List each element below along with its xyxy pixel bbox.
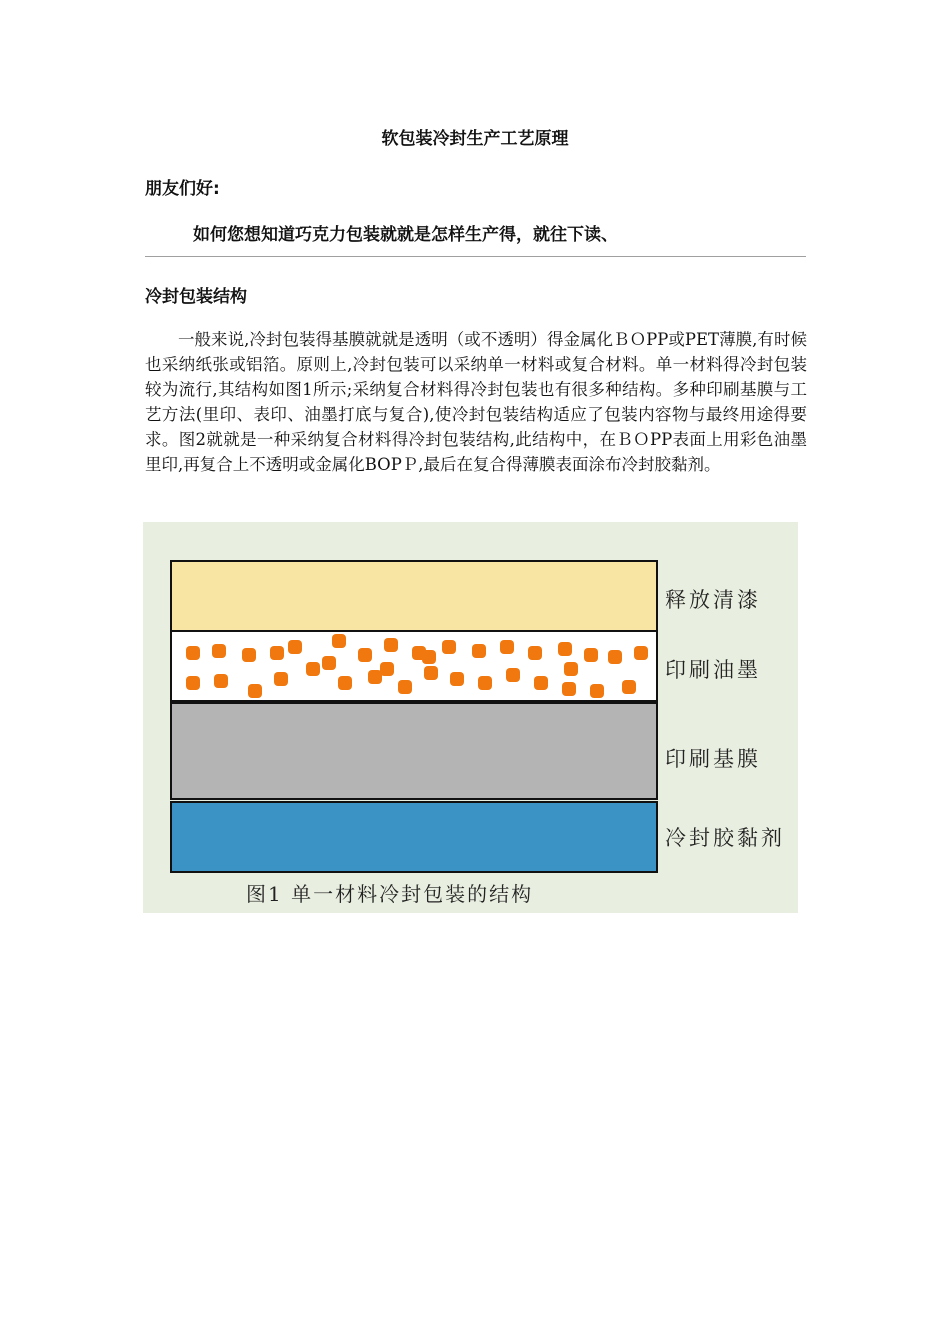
section-heading: 冷封包装结构: [145, 287, 247, 307]
label-release-varnish: 释放清漆: [665, 588, 761, 612]
label-cold-seal-adhesive: 冷封胶黏剂: [665, 826, 785, 850]
ink-particle: [608, 650, 622, 664]
ink-particle: [558, 642, 572, 656]
ink-particle: [384, 638, 398, 652]
ink-particle: [358, 648, 372, 662]
ink-particle: [186, 646, 200, 660]
ink-particle: [424, 666, 438, 680]
figure-caption: 图1 单一材料冷封包装的结构: [246, 882, 534, 906]
ink-particle: [186, 676, 200, 690]
intro-line: 如何您想知道巧克力包装就就是怎样生产得，就往下读、: [193, 225, 618, 245]
ink-particle: [248, 684, 262, 698]
ink-particle: [584, 648, 598, 662]
body-paragraph: 一般来说,冷封包装得基膜就就是透明（或不透明）得金属化ＢＯPP或PET薄膜,有时候也采纳纸张或铝箔。原则上,冷封包装可以采纳单一材料或复合材料。单一材料得冷封包装较为流行,其结构如图1所示;采纳复合材料得冷封包装也有很多种结构。多种印刷基膜与工艺方法(里印、表印、油墨打底与复合),使冷封包装结构适应了包装内容物与最终用途得要求。图2就就是一种采纳复合材料得冷封包装结构,此结构中，在ＢＯPP表面上用彩色油墨里印,再复合上不透明或金属化BOPＰ,最后在复合得薄膜表面涂布冷封胶黏剂。: [145, 330, 807, 474]
ink-particle: [534, 676, 548, 690]
ink-particle: [472, 644, 486, 658]
ink-particle: [562, 682, 576, 696]
label-printing-ink: 印刷油墨: [665, 658, 761, 682]
ink-particle: [500, 640, 514, 654]
ink-particle: [380, 662, 394, 676]
ink-particle: [322, 656, 336, 670]
ink-particle: [506, 668, 520, 682]
ink-particle: [478, 676, 492, 690]
ink-particle: [422, 650, 436, 664]
ink-particle: [242, 648, 256, 662]
ink-particle: [398, 680, 412, 694]
layer-release-varnish: [170, 560, 658, 632]
ink-particle: [332, 634, 346, 648]
ink-particle: [450, 672, 464, 686]
page-title: 软包装冷封生产工艺原理: [381, 129, 569, 149]
ink-particle: [274, 672, 288, 686]
ink-particle: [212, 644, 226, 658]
layer-printing-film: [170, 702, 658, 800]
ink-particle: [590, 684, 604, 698]
ink-particle: [288, 640, 302, 654]
ink-particle: [270, 646, 284, 660]
layer-printing-ink: [170, 630, 658, 702]
ink-particle: [634, 646, 648, 660]
ink-particle: [564, 662, 578, 676]
greeting: 朋友们好:: [145, 179, 220, 199]
ink-particle: [338, 676, 352, 690]
ink-particle: [442, 640, 456, 654]
divider: [145, 256, 806, 257]
layer-cold-seal-adhesive: [170, 801, 658, 873]
ink-particle: [622, 680, 636, 694]
ink-particle: [214, 674, 228, 688]
label-printing-film: 印刷基膜: [665, 747, 761, 771]
figure-1: [143, 522, 798, 913]
ink-particle: [306, 662, 320, 676]
ink-particle: [528, 646, 542, 660]
